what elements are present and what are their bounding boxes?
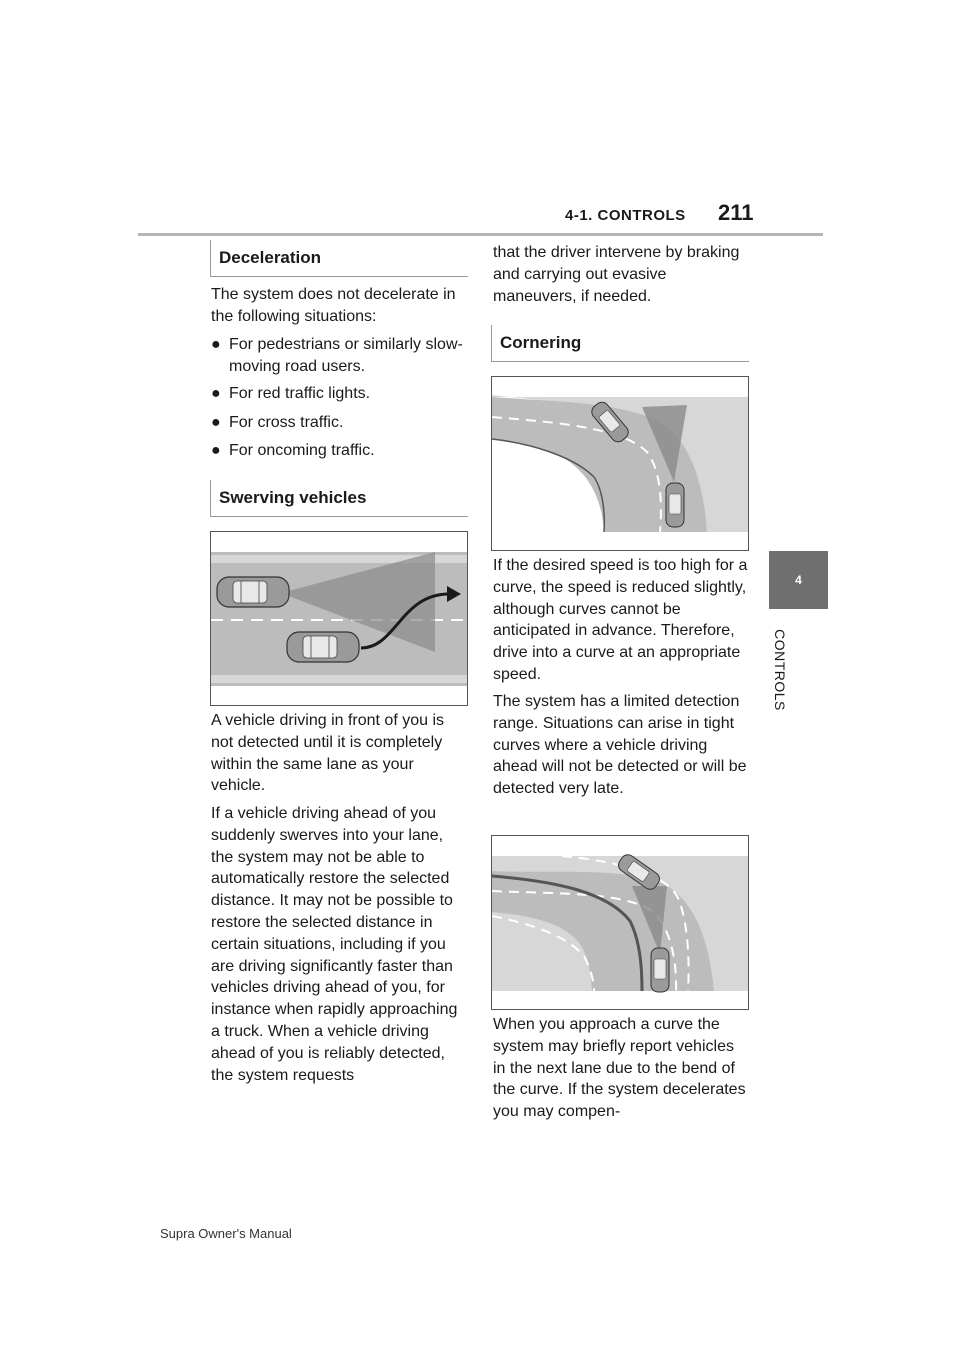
- bullet-text: For pedestrians or similarly slow-moving road users.: [229, 336, 463, 375]
- cornering-paragraph-1: If the desired speed is too high for a curve, the speed is reduced slightly, although curves cannot be anticipated in advance. Therefore, drive into a curve at an appropriate speed.: [493, 557, 748, 683]
- own-car-icon: [287, 632, 359, 662]
- swerving-heading: Swerving vehicles: [210, 480, 468, 516]
- cornering-illustration-2: [492, 836, 748, 1009]
- chapter-label-text: CONTROLS: [772, 629, 788, 711]
- deceleration-intro: The system does not decelerate in the following situations:: [211, 286, 456, 325]
- lead-car-icon: [217, 577, 289, 607]
- swerving-paragraph-2: If a vehicle driving ahead of you suddenly swerves into your lane, the system may not be able to automatically restore the selected distance. It may not be possible to restore the selected distance in certain situations, including if you are driving significantly faster than vehicles driving ahead of you, for instance when rapidly approaching a truck. When a vehicle driving ahead of you is reliably detected, the system requests: [211, 805, 458, 1084]
- bullet-dot: ●: [211, 414, 221, 431]
- chapter-tab: 4: [769, 551, 828, 609]
- bullet-item: [211, 383, 484, 405]
- bullet-text: For red traffic lights.: [229, 385, 371, 402]
- cornering-figure-1: [491, 376, 749, 551]
- page-number: 211: [718, 200, 754, 225]
- heading-rule: [210, 276, 468, 277]
- header-divider: [138, 233, 823, 236]
- deceleration-heading: Deceleration: [210, 240, 468, 276]
- heading-rule: [491, 361, 749, 362]
- cornering-figure-2: [491, 835, 749, 1010]
- cornering-illustration-1: [492, 377, 748, 550]
- bullet-item: [211, 334, 484, 378]
- bullet-dot: ●: [211, 385, 221, 402]
- cornering-paragraph-2: The system has a limited detection range. Situations can arise in tight curves where a vehicle driving ahead will not be detected or will be detected very late.: [493, 693, 747, 798]
- bullet-dot: ●: [211, 442, 221, 459]
- own-car-icon: [651, 948, 669, 992]
- heading-rule: [210, 516, 468, 517]
- footer-manual-name: Supra Owner's Manual: [160, 1226, 292, 1241]
- bullet-text: For oncoming traffic.: [229, 442, 375, 459]
- chapter-label: [760, 620, 800, 720]
- own-car-icon: [666, 483, 684, 527]
- section-title: 4-1. CONTROLS: [565, 207, 686, 224]
- bullet-text: For cross traffic.: [229, 414, 344, 431]
- bullet-item: [211, 440, 484, 462]
- bullet-item: [211, 412, 484, 434]
- swerving-vehicle-figure: [210, 531, 468, 706]
- cornering-paragraph-3: When you approach a curve the system may briefly report vehicles in the next lane due to the bend of the curve. If the system decelerates you may compen-: [493, 1016, 746, 1121]
- cornering-heading: Cornering: [491, 325, 749, 361]
- continuation-paragraph: that the driver intervene by braking and carrying out evasive maneuvers, if needed.: [493, 244, 740, 305]
- swerving-illustration: [211, 532, 467, 705]
- swerving-paragraph-1: A vehicle driving in front of you is not detected until it is completely within the same lane as your vehicle.: [211, 712, 445, 795]
- bullet-dot: ●: [211, 336, 221, 353]
